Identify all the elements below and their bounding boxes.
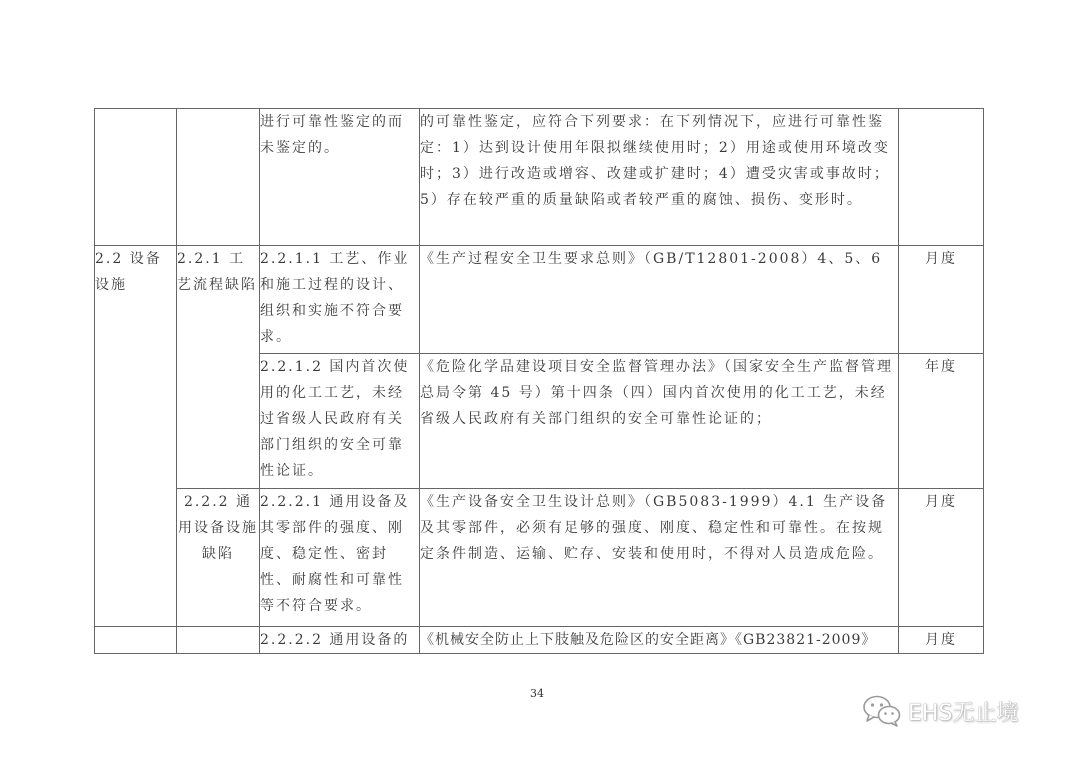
document-table	[94, 108, 984, 654]
standard-basis-cell: 《危险化学品建设项目安全监督管理办法》（国家安全生产监督管理总局令第 45 号）第十四条（四）国内首次使用的化工工艺，未经省级人民政府有关部门组织的安全可靠性论证的；	[420, 354, 899, 489]
standard-basis-cell: 《生产过程安全卫生要求总则》（GB/T12801-2008）4、5、6	[420, 246, 899, 354]
check-frequency-cell: 年度	[899, 354, 984, 489]
table-row	[95, 109, 984, 246]
hazard-item-cell: 2.2.1.2 国内首次使用的化工工艺，未经过省级人民政府有关部门组织的安全可靠性论证。	[260, 354, 420, 489]
check-frequency-cell: 月度	[899, 627, 984, 654]
hazard-item-cell: 进行可靠性鉴定的而未鉴定的。	[260, 109, 420, 246]
table-row	[95, 489, 984, 627]
standard-basis-cell: 《生产设备安全卫生设计总则》（GB5083-1999）4.1 生产设备及其零部件，必须有足够的强度、刚度、稳定性和可靠性。在按规定条件制造、运输、贮存、安装和使用时，不得对人员造成危险。	[420, 489, 899, 627]
hazard-item-cell: 2.2.1.1 工艺、作业和施工过程的设计、组织和实施不符合要求。	[260, 246, 420, 354]
check-frequency-cell: 月度	[899, 246, 984, 354]
table-row	[95, 246, 984, 354]
page-number: 34	[530, 687, 544, 700]
watermark-text: EHS无止境	[908, 700, 1019, 726]
table-row	[95, 627, 984, 654]
check-frequency-cell	[899, 109, 984, 246]
subcategory-cell: 2.2.1 工艺流程缺陷	[177, 246, 260, 489]
subcategory-cell: 2.2.2 通用设备设施缺陷	[177, 489, 260, 627]
check-frequency-cell: 月度	[899, 489, 984, 627]
hazard-item-cell: 2.2.2.1 通用设备及其零部件的强度、刚度、稳定性、密封性、耐腐性和可靠性等不符合要求。	[260, 489, 420, 627]
category-cell: 2.2 设备设施	[95, 246, 177, 627]
category-cell	[95, 109, 177, 246]
watermark	[862, 694, 1018, 728]
subcategory-cell	[177, 627, 260, 654]
standard-basis-cell: 的可靠性鉴定，应符合下列要求：在下列情况下，应进行可靠性鉴定：1）达到设计使用年限拟继续使用时；2）用途或使用环境改变时；3）进行改造或增容、改建或扩建时；4）遭受灾害或事故时；5）存在较严重的质量缺陷或者较严重的腐蚀、损伤、变形时。	[420, 109, 899, 246]
category-cell	[95, 627, 177, 654]
standard-basis-cell: 《机械安全防止上下肢触及危险区的安全距离》《GB23821-2009》	[420, 627, 899, 654]
subcategory-cell	[177, 109, 260, 246]
hazard-item-cell: 2.2.2.2 通用设备的	[260, 627, 420, 654]
wechat-icon	[862, 694, 902, 728]
